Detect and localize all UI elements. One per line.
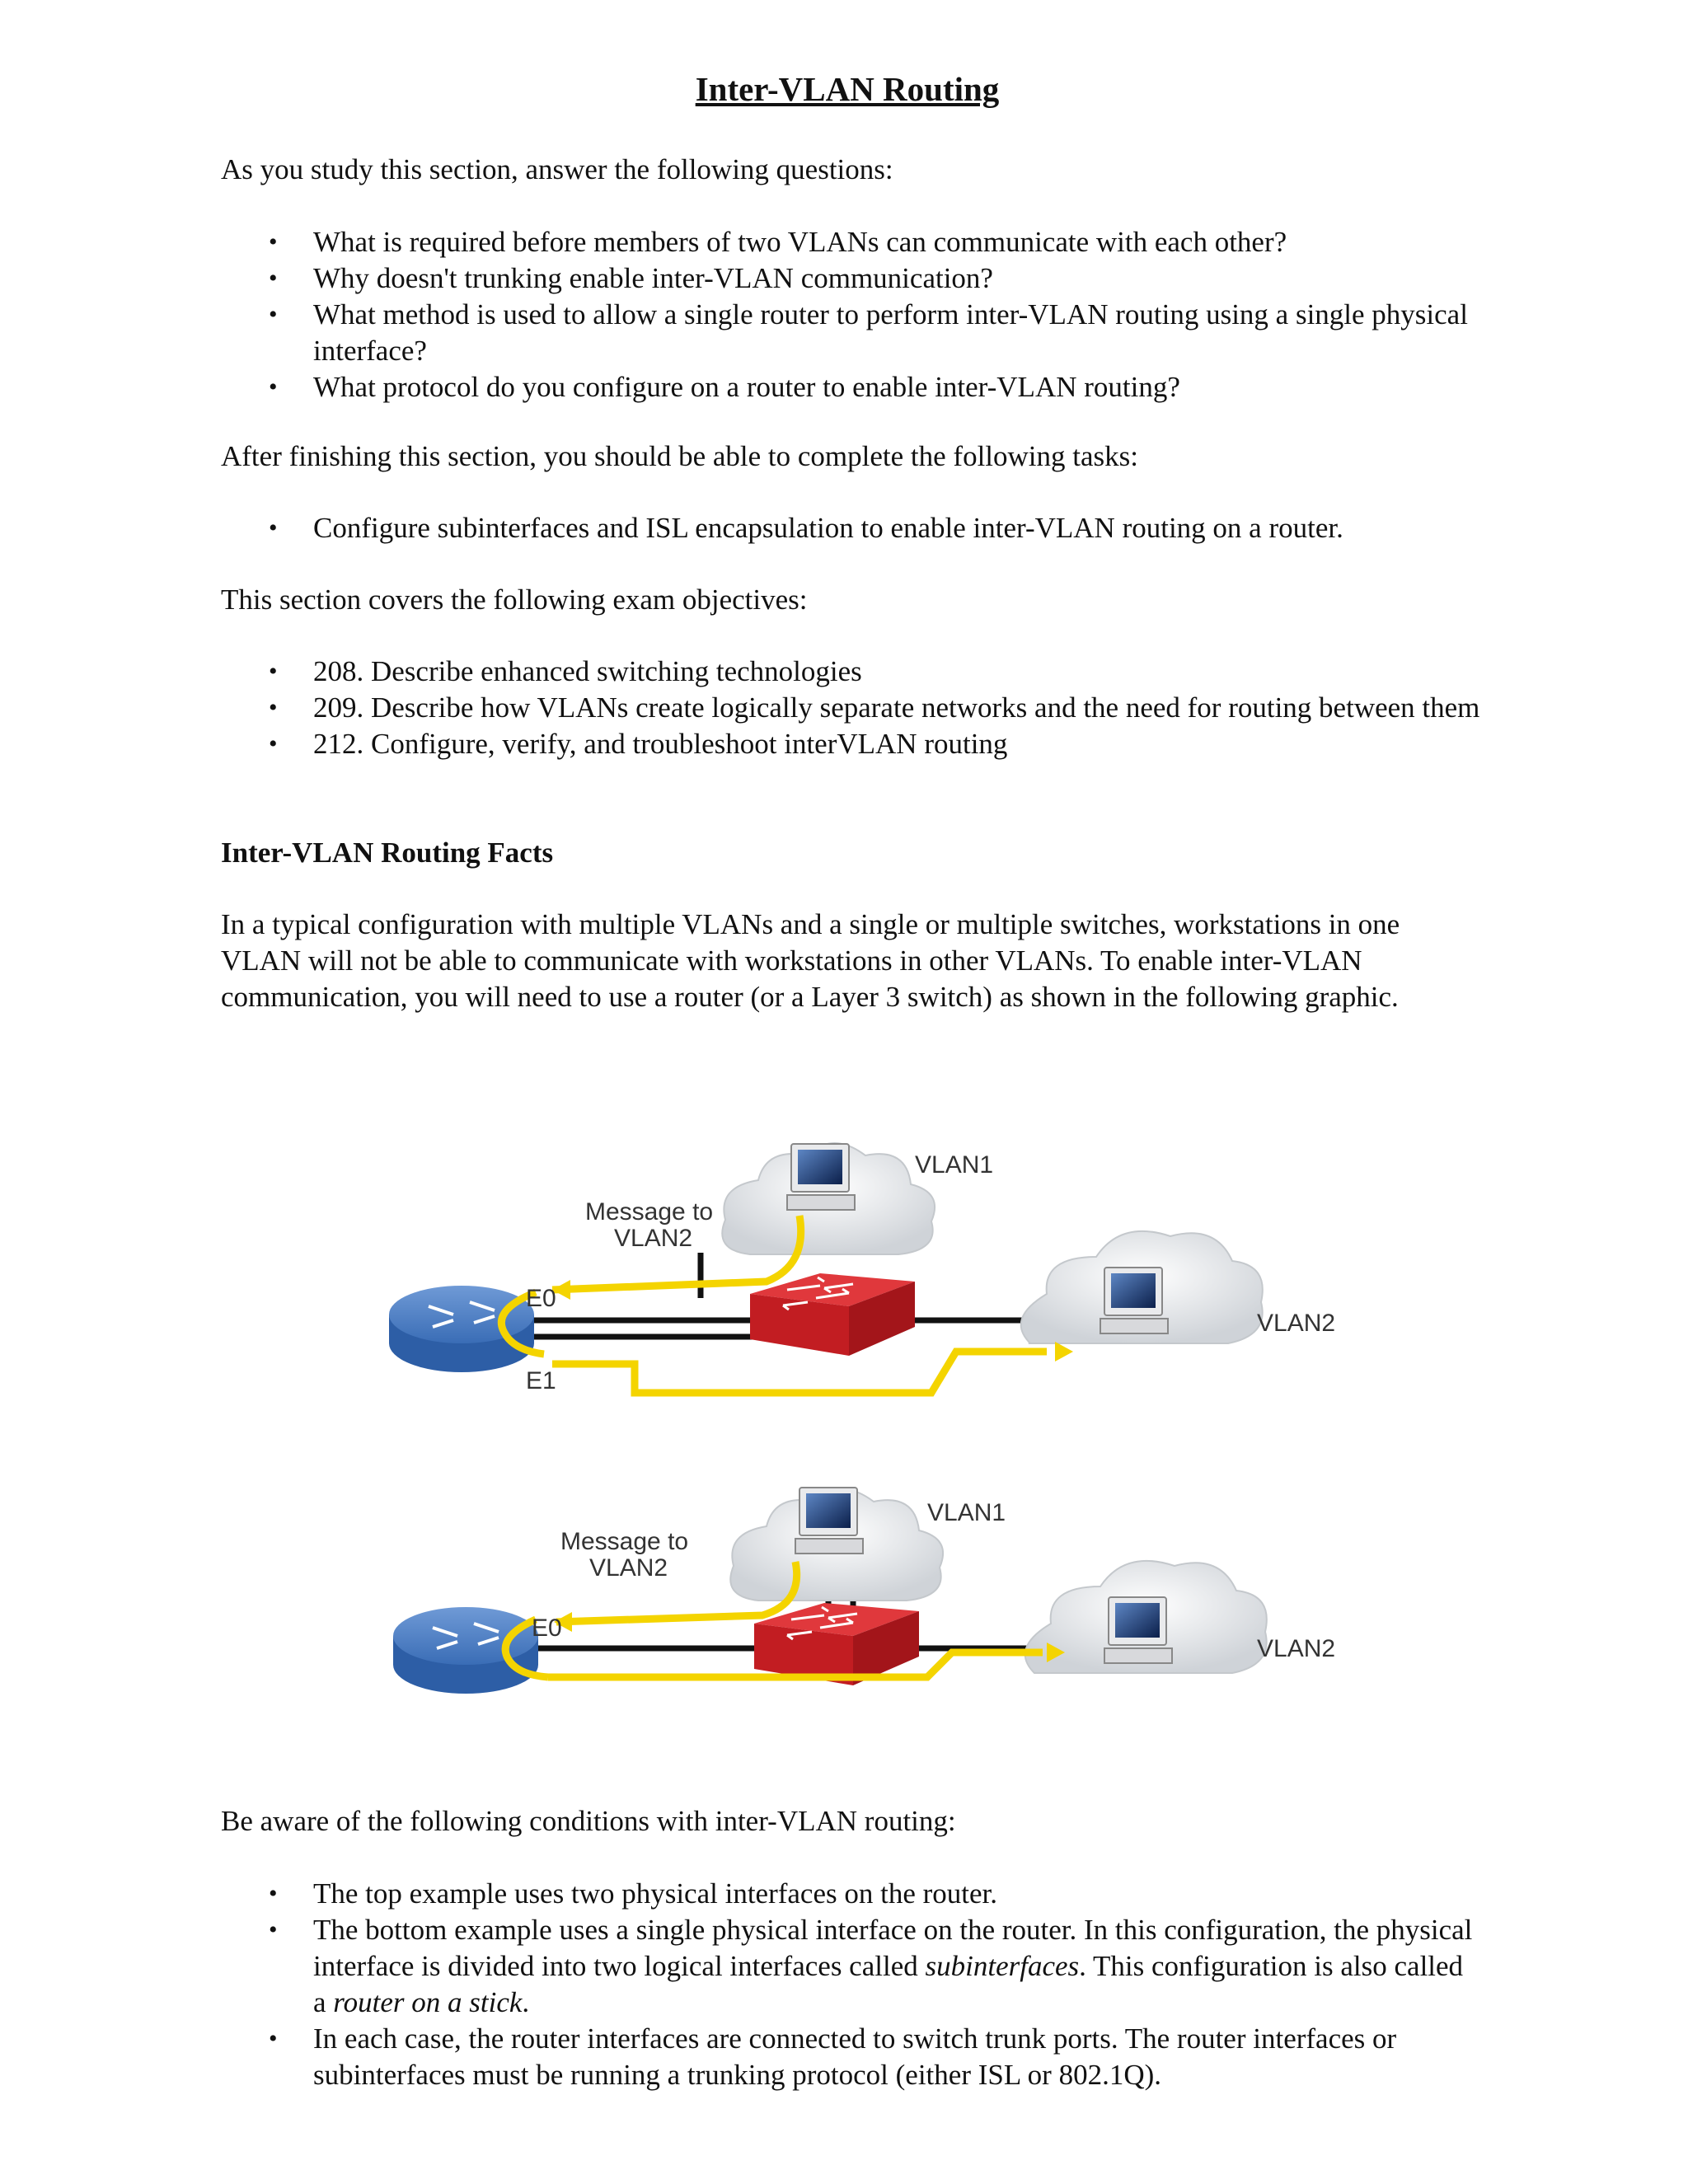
workstation-icon	[1100, 1268, 1168, 1333]
questions-list	[221, 224, 1474, 405]
flow-to-vlan2	[552, 1352, 1047, 1393]
objective-item: • 212. Configure, verify, and troubleshoot interVLAN routing	[221, 726, 1474, 762]
facts-paragraph: In a typical configuration with multiple VLANs and a single or multiple switches, workstations in one VLAN will not be able to communicate with workstations in other VLANs. To enable inter-VLAN communication, you will need to use a router (or a Layer 3 switch) as shown in the following graphic.	[221, 908, 1400, 1013]
objectives-list	[221, 654, 1480, 762]
question-item: • What method is used to allow a single router to perform inter-VLAN routing using a single physical interface?	[221, 297, 1474, 369]
condition-item	[221, 1912, 1474, 2021]
switch-icon	[750, 1273, 915, 1356]
objectives-intro: This section covers the following exam objectives:	[221, 583, 808, 616]
message-label-1: Message to	[560, 1528, 689, 1555]
vlan2-label: VLAN2	[1257, 1635, 1336, 1662]
inter-vlan-diagram	[379, 1104, 1352, 1780]
task-item: • Configure subinterfaces and ISL encapsulation to enable inter-VLAN routing on a router.	[221, 510, 1474, 546]
tasks-list	[221, 510, 1474, 546]
workstation-icon	[787, 1144, 855, 1210]
switch-icon	[754, 1603, 919, 1685]
vlan1-label: VLAN1	[927, 1499, 1006, 1526]
condition-text: . This configuration is also called a	[313, 1950, 1464, 2018]
message-label-1: Message to	[585, 1198, 714, 1226]
question-item: • What protocol do you configure on a router to enable inter-VLAN routing?	[221, 369, 1474, 405]
objective-item: • 208. Describe enhanced switching technologies	[221, 654, 1474, 690]
router-icon	[393, 1607, 538, 1694]
message-label-2: VLAN2	[614, 1225, 693, 1252]
objective-item: • 209. Describe how VLANs create logically separate networks and the need for routing between them	[221, 690, 1484, 726]
tasks-intro: After finishing this section, you should be able to complete the following tasks:	[221, 440, 1139, 472]
study-intro: As you study this section, answer the following questions:	[221, 153, 893, 185]
vlan1-label: VLAN1	[915, 1151, 994, 1179]
e0-label: E0	[526, 1285, 556, 1312]
condition-text: .	[522, 1986, 530, 2018]
conditions-list	[221, 1876, 1474, 2093]
vlan2-cloud	[1021, 1231, 1263, 1343]
facts-heading: Inter-VLAN Routing Facts	[221, 837, 554, 869]
condition-item: • The top example uses two physical interfaces on the router.	[221, 1876, 1474, 1912]
vlan1-cloud	[722, 1143, 935, 1254]
top-diagram	[389, 1143, 1335, 1394]
workstation-icon	[795, 1488, 863, 1554]
vlan2-label: VLAN2	[1257, 1310, 1336, 1337]
e0-label: E0	[532, 1615, 562, 1642]
condition-emphasis: subinterfaces	[925, 1950, 1080, 1982]
message-label-2: VLAN2	[589, 1554, 668, 1582]
router-icon	[389, 1286, 534, 1372]
workstation-icon	[1104, 1597, 1172, 1663]
question-item: • Why doesn't trunking enable inter-VLAN communication?	[221, 260, 1474, 297]
bottom-diagram	[393, 1488, 1335, 1694]
vlan2-cloud	[1025, 1561, 1267, 1673]
condition-text: The bottom example uses a single physical interface on the router. In this configuration, the physical interface is divided into two logical interfaces called	[313, 1914, 1473, 1982]
condition-item: • In each case, the router interfaces are connected to switch trunk ports. The router interfaces or subinterfaces must be running a trunking protocol (either ISL or 802.1Q).	[221, 2021, 1474, 2093]
question-item: • What is required before members of two VLANs can communicate with each other?	[221, 224, 1474, 260]
page-title: Inter-VLAN Routing	[695, 70, 1000, 108]
conditions-intro: Be aware of the following conditions with inter-VLAN routing:	[221, 1805, 956, 1837]
arrow-head-icon	[1055, 1342, 1073, 1361]
vlan1-cloud	[730, 1488, 943, 1601]
condition-emphasis: router on a stick	[333, 1986, 523, 2018]
e1-label: E1	[526, 1367, 556, 1394]
